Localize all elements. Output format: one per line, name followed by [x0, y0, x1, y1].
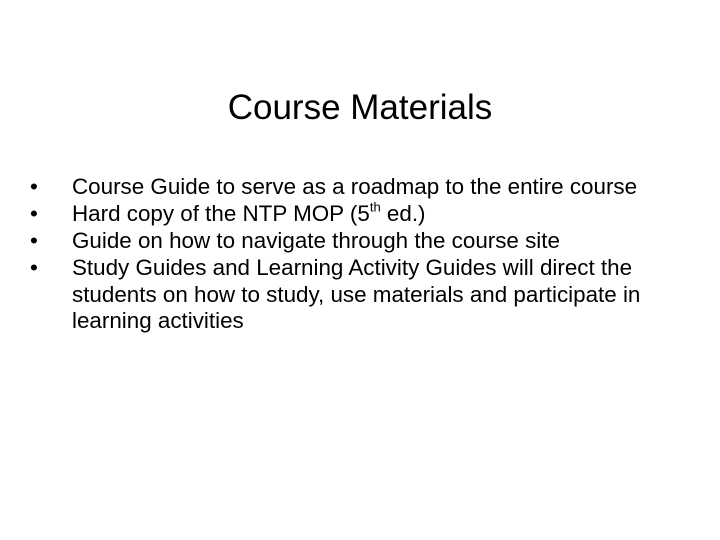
bullet-text-before: Hard copy of the NTP MOP (5: [72, 201, 370, 226]
bullet-superscript: th: [369, 199, 381, 215]
bullet-item: [30, 228, 670, 255]
bullet-item: [30, 174, 670, 201]
bullet-text-after: ed.): [380, 201, 426, 226]
bullet-text: Study Guides and Learning Activity Guides will direct the students on how to study, use materials and participate in learning activities: [72, 255, 641, 333]
bullet-icon: •: [30, 201, 38, 226]
bullet-item: [30, 255, 670, 335]
slide-title: Course Materials: [227, 88, 493, 127]
bullet-icon: •: [30, 174, 38, 199]
bullet-list: [30, 174, 670, 335]
bullet-icon: •: [30, 255, 38, 280]
bullet-icon: •: [30, 228, 38, 253]
bullet-text: Course Guide to serve as a roadmap to the entire course: [72, 174, 638, 199]
bullet-item: [30, 201, 670, 228]
bullet-text: Guide on how to navigate through the course site: [72, 228, 560, 253]
